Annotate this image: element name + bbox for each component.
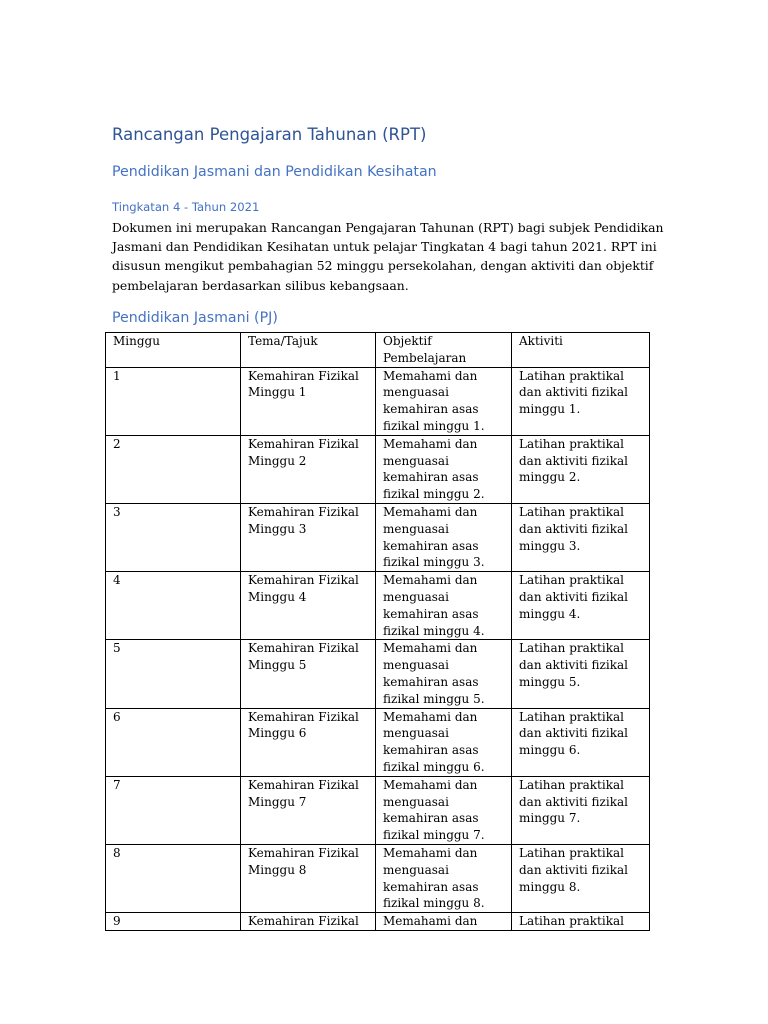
- cell-text-line: dan aktiviti fizikal: [519, 658, 628, 673]
- cell-text-line: fizikal minggu 5.: [383, 691, 485, 706]
- cell-text-line: kemahiran asas: [383, 674, 479, 689]
- cell-text-line: dan aktiviti fizikal: [519, 521, 628, 536]
- cell-text: 1: [113, 368, 121, 383]
- cell-text-line: menguasai: [383, 589, 449, 604]
- cell-text-line: Kemahiran Fizikal: [248, 777, 359, 792]
- cell-text-line: Memahami dan: [383, 641, 478, 656]
- cell-text-line: kemahiran asas: [383, 606, 479, 621]
- table-row: [106, 572, 650, 640]
- intro-line: Jasmani dan Pendidikan Kesihatan untuk pelajar Tingkatan 4 bagi tahun 2021. RPT ini: [112, 239, 657, 255]
- cell-activity: [512, 435, 650, 503]
- cell-text-line: kemahiran asas: [383, 879, 479, 894]
- cell-topic: [241, 435, 376, 503]
- cell-activity: [512, 776, 650, 844]
- rpt-table-body: [106, 333, 650, 931]
- cell-objective: [376, 640, 512, 708]
- header-cell-topic: [241, 333, 376, 368]
- cell-activity: [512, 708, 650, 776]
- cell-text-line: fizikal minggu 6.: [383, 759, 485, 774]
- cell-activity: [512, 913, 650, 931]
- cell-topic: [241, 708, 376, 776]
- cell-text-line: dan aktiviti fizikal: [519, 726, 628, 741]
- cell-text-line: fizikal minggu 1.: [383, 418, 485, 433]
- cell-text-line: fizikal minggu 7.: [383, 828, 485, 843]
- table-row: [106, 776, 650, 844]
- cell-objective: [376, 503, 512, 571]
- cell-week: [106, 503, 241, 571]
- cell-text-line: Kemahiran Fizikal: [248, 641, 359, 656]
- cell-text-line: menguasai: [383, 521, 449, 536]
- cell-text: 3: [113, 504, 121, 519]
- cell-topic: [241, 640, 376, 708]
- cell-week: [106, 913, 241, 931]
- cell-text-line: Latihan praktikal: [519, 573, 624, 588]
- cell-text-line: Kemahiran Fizikal: [248, 368, 359, 383]
- header-label: Tema/Tajuk: [248, 334, 318, 348]
- cell-objective: [376, 435, 512, 503]
- table-row: [106, 503, 650, 571]
- cell-objective: [376, 913, 512, 931]
- cell-text-line: menguasai: [383, 385, 449, 400]
- cell-objective: [376, 572, 512, 640]
- cell-topic: [241, 503, 376, 571]
- cell-text-line: dan aktiviti fizikal: [519, 589, 628, 604]
- rpt-table: [105, 332, 650, 931]
- intro-line: Dokumen ini merupakan Rancangan Pengajaran Tahunan (RPT) bagi subjek Pendidikan: [112, 220, 664, 235]
- cell-text-line: minggu 2.: [519, 470, 581, 485]
- table-row: [106, 640, 650, 708]
- cell-text-line: dan aktiviti fizikal: [519, 794, 628, 809]
- intro-paragraph: [112, 218, 664, 295]
- cell-text: 6: [113, 709, 121, 724]
- cell-week: [106, 708, 241, 776]
- cell-text-line: Latihan praktikal: [519, 709, 624, 724]
- cell-text-line: Latihan praktikal: [519, 777, 624, 792]
- table-row: [106, 708, 650, 776]
- table-row: [106, 367, 650, 435]
- header-label: Aktiviti: [519, 334, 563, 348]
- cell-text-line: Memahami dan: [383, 573, 478, 588]
- cell-text-line: Memahami dan: [383, 914, 478, 929]
- cell-topic: [241, 776, 376, 844]
- table-row: [106, 913, 650, 931]
- cell-text-line: minggu 7.: [519, 811, 581, 826]
- cell-text-line: Memahami dan: [383, 845, 478, 860]
- cell-topic: [241, 572, 376, 640]
- cell-text-line: menguasai: [383, 862, 449, 877]
- cell-text-line: Kemahiran Fizikal: [248, 436, 359, 451]
- header-label: Minggu: [113, 334, 160, 348]
- cell-text-line: Memahami dan: [383, 777, 478, 792]
- cell-text-line: fizikal minggu 2.: [383, 487, 485, 502]
- cell-objective: [376, 367, 512, 435]
- cell-text-line: menguasai: [383, 726, 449, 741]
- cell-activity: [512, 503, 650, 571]
- cell-topic: [241, 367, 376, 435]
- cell-text-line: Kemahiran Fizikal: [248, 504, 359, 519]
- cell-text-line: Minggu 1: [248, 385, 307, 400]
- cell-text-line: fizikal minggu 3.: [383, 555, 485, 570]
- document-subtitle: Pendidikan Jasmani dan Pendidikan Kesihatan: [112, 164, 437, 180]
- cell-text-line: minggu 3.: [519, 538, 581, 553]
- cell-objective: [376, 708, 512, 776]
- cell-topic: [241, 844, 376, 912]
- cell-text-line: dan aktiviti fizikal: [519, 453, 628, 468]
- cell-text-line: minggu 5.: [519, 674, 581, 689]
- cell-text: 5: [113, 641, 121, 656]
- cell-text: 4: [113, 573, 121, 588]
- intro-line: pembelajaran berdasarkan silibus kebangsaan.: [112, 277, 409, 293]
- cell-week: [106, 844, 241, 912]
- cell-text: 7: [113, 777, 121, 792]
- cell-objective: [376, 776, 512, 844]
- cell-text-line: menguasai: [383, 794, 449, 809]
- header-cell-week: [106, 333, 241, 368]
- section-title: Pendidikan Jasmani (PJ): [112, 310, 278, 326]
- header-cell-objective: [376, 333, 512, 368]
- cell-text-line: kemahiran asas: [383, 811, 479, 826]
- cell-text-line: fizikal minggu 8.: [383, 896, 485, 911]
- cell-text-line: Latihan praktikal: [519, 914, 624, 929]
- cell-activity: [512, 844, 650, 912]
- cell-text-line: kemahiran asas: [383, 743, 479, 758]
- cell-activity: [512, 367, 650, 435]
- cell-topic: [241, 913, 376, 931]
- intro-line: disusun mengikut pembahagian 52 minggu persekolahan, dengan aktiviti dan objektif: [112, 258, 654, 274]
- cell-text-line: kemahiran asas: [383, 470, 479, 485]
- cell-objective: [376, 844, 512, 912]
- cell-text-line: Latihan praktikal: [519, 845, 624, 860]
- cell-text-line: Minggu 7: [248, 794, 307, 809]
- cell-text-line: fizikal minggu 4.: [383, 623, 485, 638]
- cell-text-line: Minggu 8: [248, 862, 307, 877]
- cell-week: [106, 572, 241, 640]
- header-label: Objektif: [383, 334, 432, 348]
- table-header-row: [106, 333, 650, 368]
- cell-text-line: Kemahiran Fizikal: [248, 709, 359, 724]
- cell-text-line: kemahiran asas: [383, 538, 479, 553]
- cell-text-line: Minggu 6: [248, 726, 307, 741]
- cell-text-line: Minggu 5: [248, 658, 307, 673]
- cell-text-line: Latihan praktikal: [519, 368, 624, 383]
- table-row: [106, 844, 650, 912]
- header-label: Pembelajaran: [383, 350, 467, 365]
- cell-text-line: Minggu 4: [248, 589, 307, 604]
- cell-text: 9: [113, 914, 121, 929]
- cell-text-line: Memahami dan: [383, 436, 478, 451]
- cell-text-line: Minggu 3: [248, 521, 307, 536]
- cell-week: [106, 435, 241, 503]
- cell-text: 8: [113, 845, 121, 860]
- cell-text-line: Memahami dan: [383, 709, 478, 724]
- cell-text-line: Latihan praktikal: [519, 436, 624, 451]
- cell-text-line: kemahiran asas: [383, 402, 479, 417]
- cell-text-line: Latihan praktikal: [519, 504, 624, 519]
- cell-text-line: minggu 6.: [519, 743, 581, 758]
- cell-text-line: menguasai: [383, 658, 449, 673]
- cell-text-line: dan aktiviti fizikal: [519, 385, 628, 400]
- document-title: Rancangan Pengajaran Tahunan (RPT): [112, 125, 427, 144]
- cell-text-line: Minggu 2: [248, 453, 307, 468]
- cell-text-line: Kemahiran Fizikal: [248, 914, 359, 929]
- level-heading: Tingkatan 4 - Tahun 2021: [112, 200, 260, 214]
- cell-text-line: Kemahiran Fizikal: [248, 845, 359, 860]
- table-row: [106, 435, 650, 503]
- cell-text-line: Kemahiran Fizikal: [248, 573, 359, 588]
- cell-text-line: minggu 1.: [519, 402, 581, 417]
- cell-week: [106, 640, 241, 708]
- cell-text-line: Memahami dan: [383, 504, 478, 519]
- cell-week: [106, 367, 241, 435]
- cell-text-line: minggu 8.: [519, 879, 581, 894]
- cell-text-line: Latihan praktikal: [519, 641, 624, 656]
- cell-activity: [512, 572, 650, 640]
- cell-text-line: menguasai: [383, 453, 449, 468]
- cell-text-line: dan aktiviti fizikal: [519, 862, 628, 877]
- cell-text-line: minggu 4.: [519, 606, 581, 621]
- cell-text-line: Memahami dan: [383, 368, 478, 383]
- header-cell-activity: [512, 333, 650, 368]
- cell-week: [106, 776, 241, 844]
- cell-activity: [512, 640, 650, 708]
- cell-text: 2: [113, 436, 121, 451]
